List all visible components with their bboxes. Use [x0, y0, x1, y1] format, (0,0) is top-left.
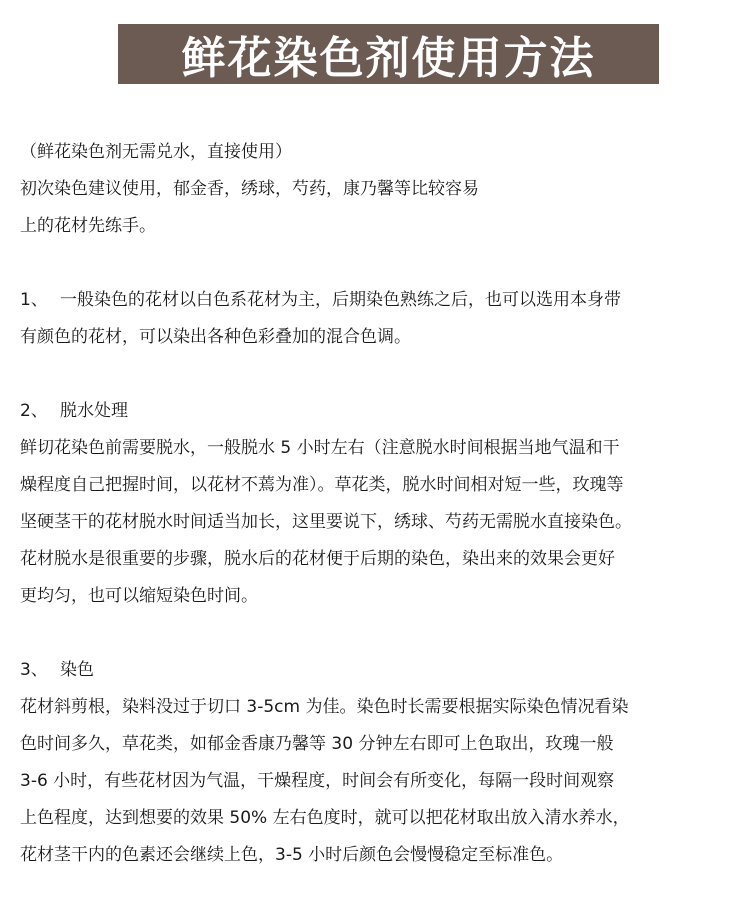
section-1	[20, 282, 736, 356]
section-number: 3、	[20, 660, 48, 680]
section-line: 花材茎干内的色素还会继续上色，3-5 小时后颜色会慢慢稳定至标准色。	[20, 845, 564, 865]
intro-line: （鲜花染色剂无需兑水，直接使用）	[20, 142, 292, 162]
document-body	[20, 134, 736, 874]
intro-line: 初次染色建议使用，郁金香，绣球，芍药，康乃馨等比较容易	[20, 179, 479, 199]
section-line: 更均匀，也可以缩短染色时间。	[20, 586, 258, 606]
title-banner	[118, 24, 659, 84]
section-line: 燥程度自己把握时间，以花材不蔫为准）。草花类，脱水时间相对短一些，玫瑰等	[20, 475, 624, 495]
section-number: 2、	[20, 401, 48, 421]
section-heading-text: 脱水处理	[60, 401, 128, 421]
section-line: 花材脱水是很重要的步骤，脱水后的花材便于后期的染色，染出来的效果会更好	[20, 549, 615, 569]
section-heading-text: 染色	[60, 660, 94, 680]
page-title: 鲜花染色剂使用方法	[181, 33, 596, 84]
section-2	[20, 393, 736, 615]
section-heading-text: 一般染色的花材以白色系花材为主，后期染色熟练之后，也可以选用本身带	[60, 290, 621, 310]
section-number: 1、	[20, 290, 48, 310]
section-line: 3-6 小时，有些花材因为气温，干燥程度，时间会有所变化，每隔一段时间观察	[20, 771, 615, 791]
section-line: 鲜切花染色前需要脱水，一般脱水 5 小时左右（注意脱水时间根据当地气温和干	[20, 438, 620, 458]
section-heading	[20, 393, 736, 430]
section-line: 花材斜剪根，染料没过于切口 3-5cm 为佳。染色时长需要根据实际染色情况看染	[20, 697, 629, 717]
intro-line: 上的花材先练手。	[20, 216, 156, 236]
section-line: 有颜色的花材，可以染出各种色彩叠加的混合色调。	[20, 327, 411, 347]
intro-block	[20, 134, 736, 245]
section-heading	[20, 282, 736, 319]
section-line: 色时间多久，草花类，如郁金香康乃馨等 30 分钟左右即可上色取出，玫瑰一般	[20, 734, 614, 754]
section-heading	[20, 652, 736, 689]
section-line: 上色程度，达到想要的效果 50% 左右色度时，就可以把花材取出放入清水养水，	[20, 808, 630, 828]
section-line: 坚硬茎干的花材脱水时间适当加长，这里要说下，绣球、芍药无需脱水直接染色。	[20, 512, 632, 532]
section-3	[20, 652, 736, 874]
